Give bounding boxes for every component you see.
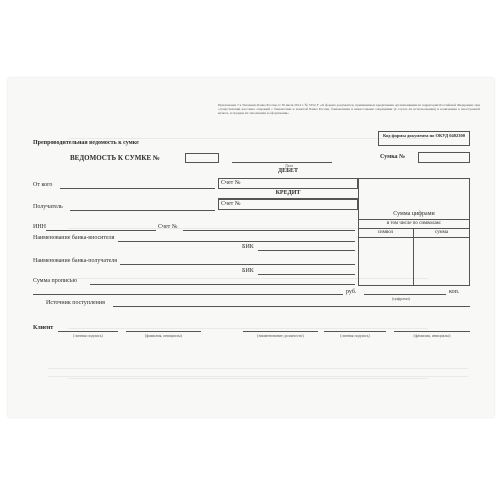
including-label: в том числе по символам: (386, 221, 442, 226)
sum-number-label: Сумка № (380, 154, 406, 160)
amount-words-line-2[interactable] (33, 294, 343, 295)
symbol-header-line (358, 228, 470, 229)
signature-line[interactable] (324, 331, 386, 332)
caption-name: (фамилия, инициалы) (145, 333, 182, 338)
amount-digits-label: Сумма цифрами (393, 211, 435, 217)
bag-statement-form (8, 78, 494, 417)
name-line[interactable] (394, 331, 470, 332)
bik1-label: БИК (242, 244, 254, 250)
bik2-line[interactable] (258, 274, 355, 275)
inn-label: ИНН (33, 224, 46, 230)
amount-column-header: сумма (434, 230, 449, 235)
kop-label: коп. (449, 289, 460, 295)
account-line[interactable] (183, 230, 355, 231)
statement-number-field[interactable] (185, 153, 219, 163)
source-line[interactable] (113, 306, 470, 307)
client-signature-line[interactable] (58, 331, 118, 332)
background-line (68, 138, 428, 139)
account-label: Счет № (158, 224, 178, 230)
position-line[interactable] (243, 331, 318, 332)
background-line (68, 328, 428, 329)
date-line[interactable] (232, 162, 332, 163)
inn-line[interactable] (46, 230, 156, 231)
symbol-header-bottom (358, 237, 470, 238)
amount-words-label: Сумма прописью (33, 278, 78, 284)
rub-label: руб. (346, 289, 357, 295)
debit-heading: ДЕБЕТ (277, 168, 299, 174)
receiving-bank-line[interactable] (120, 264, 355, 265)
recipient-label: Получатель (33, 204, 63, 210)
date-caption: Дата (285, 163, 293, 168)
issuing-bank-line[interactable] (118, 241, 355, 242)
appendix-note: Приложение 7 к Указанию Банка России от 30 июля 2014 г. № 3352-У «О формах документов, применяемых кредитными организациями на территории Российской Федерации, при осуществлении кассовых операций с банкнотами и монетой Банка России, банковскими и инкассовыми операциями (в случае их использования) и наличными в иностранной валюте, и порядке их заполнения и оформления» (218, 103, 480, 116)
bik2-label: БИК (242, 268, 254, 274)
background-line (48, 368, 468, 369)
issuing-bank-label: Наименование банка-вносителя (33, 235, 115, 241)
client-name-line[interactable] (126, 331, 201, 332)
symbol-column-header: символ (377, 230, 394, 235)
statement-label: ВЕДОМОСТЬ К СУМКЕ № (70, 154, 160, 162)
caption-signature-2: (личная подпись) (340, 333, 370, 338)
sum-number-field[interactable] (418, 152, 470, 163)
caption-name-2: (фамилия, инициалы) (413, 333, 451, 338)
amount-digits-line (358, 219, 470, 220)
background-line (68, 378, 428, 379)
rub-digits-line[interactable] (364, 294, 446, 295)
amount-words-line[interactable] (90, 284, 355, 285)
source-label: Источник поступления (46, 300, 105, 306)
client-label: Клиент (33, 325, 54, 331)
symbol-column-divider (413, 228, 414, 286)
recipient-line[interactable] (70, 210, 215, 211)
background-line (48, 376, 468, 377)
caption-position: (наименование должности) (257, 333, 304, 338)
from-line[interactable] (60, 188, 215, 189)
okud-label: Код формы документа по ОКУД 0402300 (382, 133, 466, 138)
bik1-line[interactable] (258, 250, 355, 251)
credit-heading: КРЕДИТ (275, 190, 301, 196)
caption-signature: (личная подпись) (73, 333, 103, 338)
digits-caption: (цифрами) (392, 296, 410, 301)
debit-account-label: Счет № (221, 180, 241, 186)
receiving-bank-label: Наименование банка-получателя (33, 258, 117, 264)
from-label: От кого (33, 182, 53, 188)
credit-account-label: Счет № (221, 201, 241, 207)
page-title: Препроводительная ведомость к сумке (33, 140, 139, 146)
